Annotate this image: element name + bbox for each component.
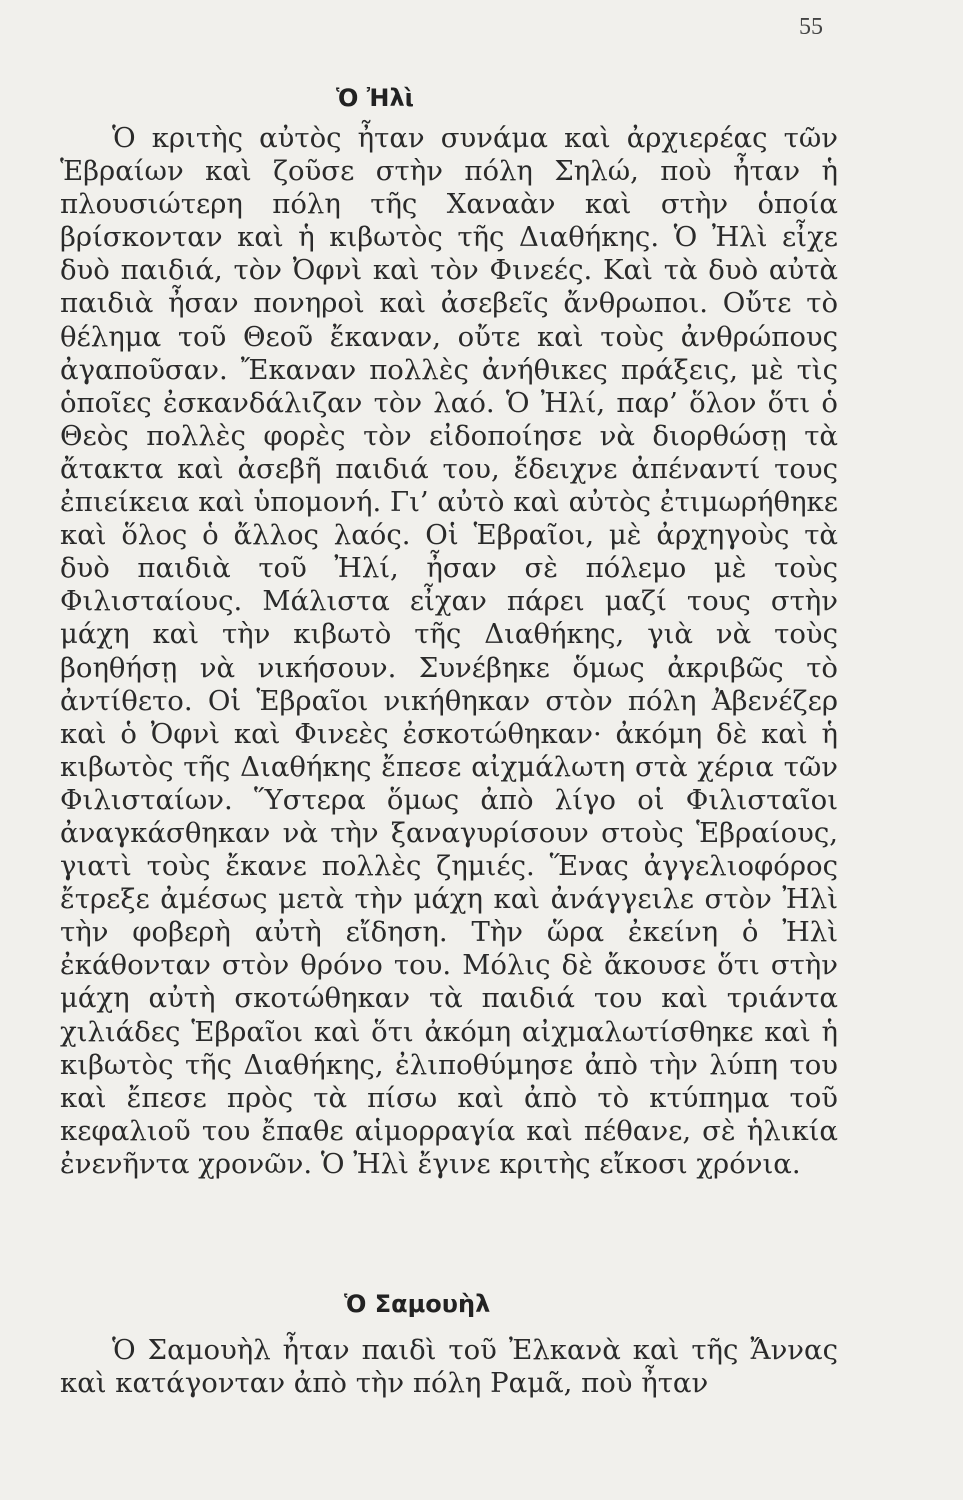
page-number: 55 <box>799 14 823 40</box>
section-title-eli: Ὁ Ἠλὶ <box>336 84 414 112</box>
paragraph-eli: Ὁ κριτὴς αὐτὸς ἦταν συνάμα καὶ ἀρχιερέας τῶν Ἑβραίων καὶ ζοῦσε στὴν πόλη Σηλώ, ποὺ ἦταν ἡ πλουσιώτερη πόλη τῆς Χαναὰν καὶ στὴν ὁποία βρίσκονταν καὶ ἡ κιβωτὸς τῆς Διαθήκης. Ὁ Ἠλὶ εἶχε δυὸ παιδιά, τὸν Ὀφνὶ καὶ τὸν Φινεές. Καὶ τὰ δυὸ αὐτὰ παιδιὰ ἦσαν πονηροὶ καὶ ἀσεβεῖς ἄνθρωποι. Οὔτε τὸ θέλημα τοῦ Θεοῦ ἔκαναν, οὔτε καὶ τοὺς ἀνθρώπους ἀγαποῦσαν. Ἔκαναν πολλὲς ἀνήθικες πράξεις, μὲ τὶς ὁποῖες ἐσκανδάλιζαν τὸν λαό. Ὁ Ἠλί, παρ’ ὅλον ὅτι ὁ Θεὸς πολλὲς φορὲς τὸν εἰδοποίησε νὰ διορθώσῃ τὰ ἄτακτα καὶ ἀσεβῆ παιδιά του, ἔδειχνε ἀπέναντί τους ἐπιείκεια καὶ ὑπομονή. Γι’ αὐτὸ καὶ αὐτὸς ἐτιμωρήθηκε καὶ ὅλος ὁ ἄλλος λαός. Οἱ Ἑβραῖοι, μὲ ἀρχηγοὺς τὰ δυὸ παιδιὰ τοῦ Ἠλί, ἦσαν σὲ πόλεμο μὲ τοὺς Φιλισταίους. Μάλιστα εἶχαν πάρει μαζί τους στὴν μάχη καὶ τὴν κιβωτὸ τῆς Διαθήκης, γιὰ νὰ τοὺς βοηθήσῃ νὰ νικήσουν. Συνέβηκε ὅμως ἀκριβῶς τὸ ἀντίθετο. Οἱ Ἑβραῖοι νικήθηκαν στὸν πόλη Ἀβενέζερ καὶ ὁ Ὀφνὶ καὶ Φινεὲς ἐσκοτώθηκαν· ἀκόμη δὲ καὶ ἡ κιβωτὸς τῆς Διαθήκης ἔπεσε αἰχμάλωτη στὰ χέρια τῶν Φιλισταίων. Ὕστερα ὅμως ἀπὸ λίγο οἱ Φιλισταῖοι ἀναγκάσθηκαν νὰ τὴν ξαναγυρίσουν στοὺς Ἑβραίους, γιατὶ τοὺς ἔκανε πολλὲς ζημιές. Ἕνας ἀγγελιοφόρος ἔτρεξε ἀμέσως μετὰ τὴν μάχη καὶ ἀνάγγειλε στὸν Ἠλὶ τὴν φοβερὴ αὐτὴ εἴδηση. Τὴν ὥρα ἐκείνη ὁ Ἠλὶ ἐκάθονταν στὸν θρόνο του. Μόλις δὲ ἄκουσε ὅτι στὴν μάχη αὐτὴ σκοτώθηκαν τὰ παιδιά του καὶ τριάντα χιλιάδες Ἑβραῖοι καὶ ὅτι ἀκόμη αἰχμαλωτίσθηκε καὶ ἡ κιβωτὸς τῆς Διαθήκης, ἐλιποθύμησε ἀπὸ τὴν λύπη του καὶ ἔπεσε πρὸς τὰ πίσω καὶ ἀπὸ τὸ κτύπημα τοῦ κεφαλιοῦ του ἔπαθε αἱμορραγία καὶ πέθανε, σὲ ἡλικία ἐνενῆντα χρονῶν. Ὁ Ἠλὶ ἔγινε κριτὴς εἴκοσι χρόνια. <box>60 122 838 1180</box>
section-title-samuel: Ὁ Σαμουὴλ <box>344 1290 491 1318</box>
paragraph-samuel: Ὁ Σαμουὴλ ἦταν παιδὶ τοῦ Ἐλκανὰ καὶ τῆς Ἄννας καὶ κατάγονταν ἀπὸ τὴν πόλη Ραμᾶ, ποὺ ἦταν <box>60 1334 838 1400</box>
